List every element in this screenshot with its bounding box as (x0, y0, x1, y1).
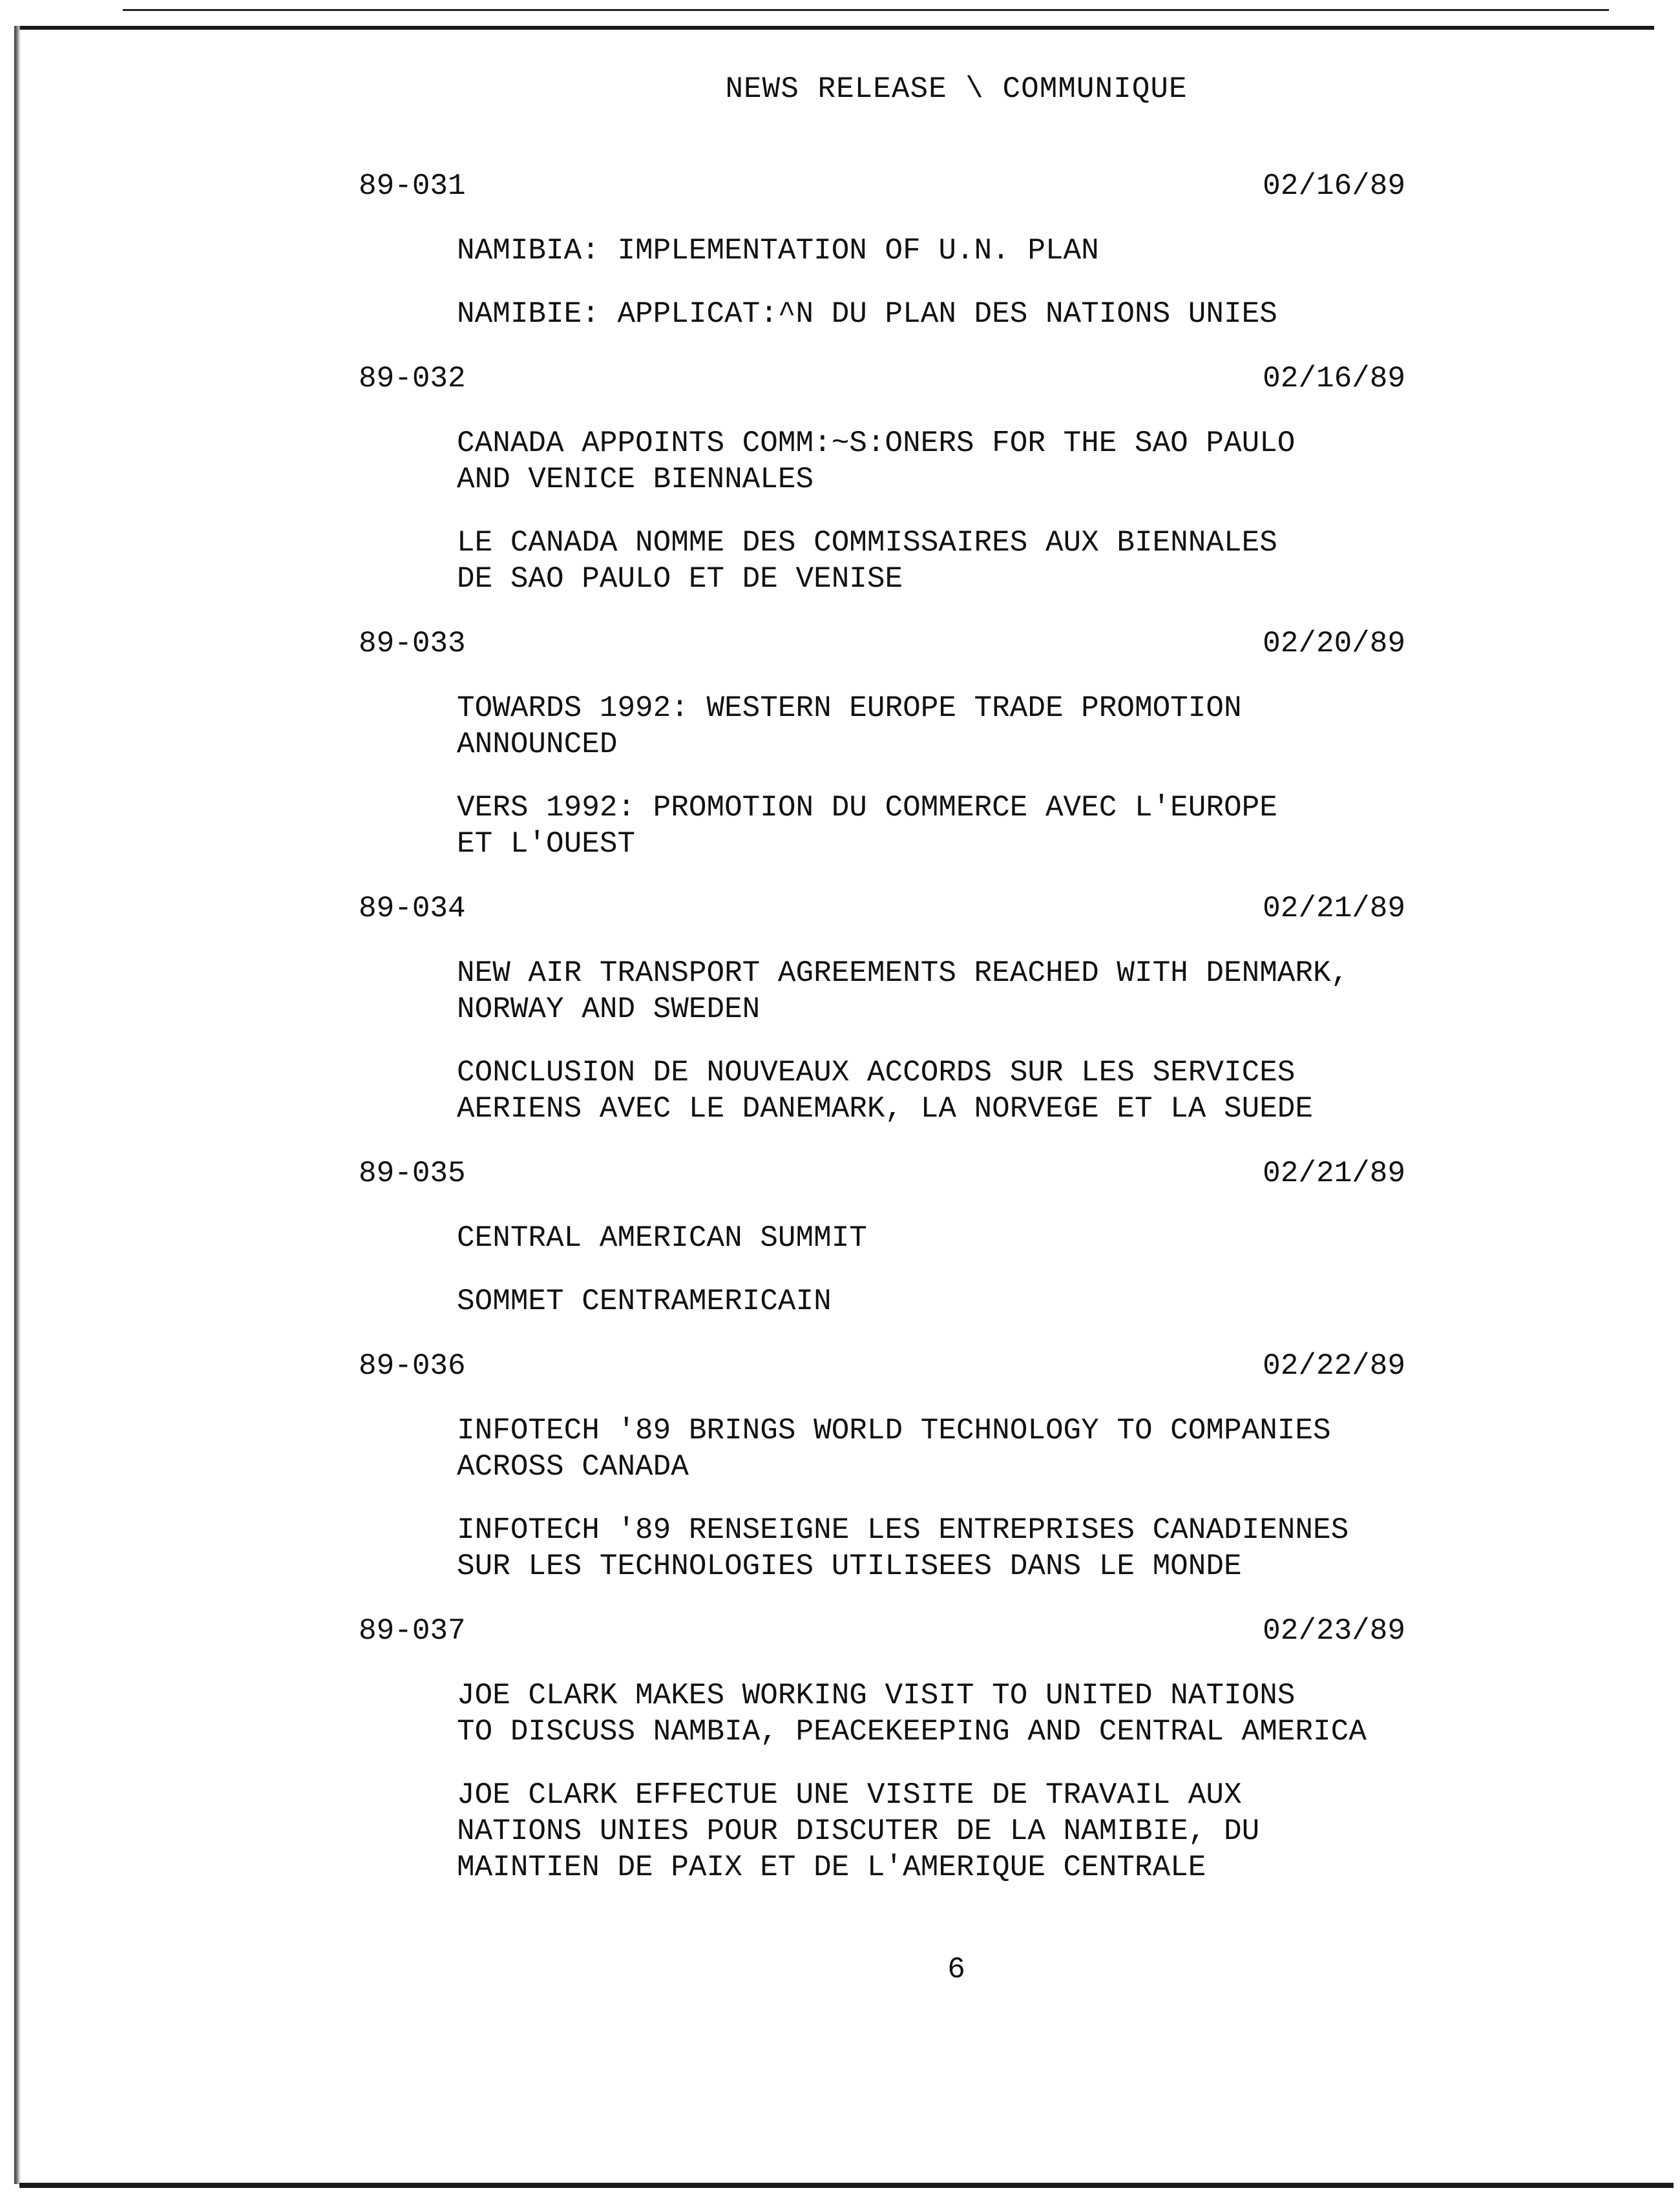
title-english: NEW AIR TRANSPORT AGREEMENTS REACHED WITH DENMARK, NORWAY AND SWEDEN (457, 956, 1349, 1026)
release-entry (359, 1155, 1405, 1319)
entry-header (359, 890, 1405, 927)
release-entry (359, 625, 1405, 862)
release-entry (359, 890, 1405, 1127)
release-number: 89-035 (359, 1157, 466, 1190)
release-date: 02/23/89 (1263, 1614, 1405, 1648)
page-title: NEWS RELEASE \ COMMUNIQUE (725, 72, 1188, 106)
release-entry (359, 1348, 1405, 1584)
scan-border-top (19, 26, 1654, 30)
release-number: 89-036 (359, 1349, 466, 1383)
release-date: 02/16/89 (1263, 169, 1405, 203)
title-french: VERS 1992: PROMOTION DU COMMERCE AVEC L'EUROPE ET L'OUEST (457, 791, 1277, 861)
title-english: TOWARDS 1992: WESTERN EUROPE TRADE PROMOTION ANNOUNCED (457, 691, 1242, 761)
entry-header (359, 1613, 1405, 1649)
release-date: 02/21/89 (1263, 892, 1405, 925)
release-date: 02/20/89 (1263, 627, 1405, 660)
release-date: 02/16/89 (1263, 362, 1405, 395)
scan-border-top-thin (123, 9, 1609, 11)
entry-header (359, 1348, 1405, 1384)
title-english: CANADA APPOINTS COMM:~S:ONERS FOR THE SAO PAULO AND VENICE BIENNALES (457, 426, 1296, 496)
entry-header (359, 168, 1405, 204)
title-french: JOE CLARK EFFECTUE UNE VISITE DE TRAVAIL AUX NATIONS UNIES POUR DISCUTER DE LA NAMIBIE, DU MAINTIEN DE PAIX ET DE L'AMERIQUE CENTRALE (457, 1778, 1260, 1884)
release-number: 89-032 (359, 362, 466, 395)
entry-header (359, 1155, 1405, 1192)
title-french: CONCLUSION DE NOUVEAUX ACCORDS SUR LES SERVICES AERIENS AVEC LE DANEMARK, LA NORVEGE ET LA SUEDE (457, 1056, 1314, 1126)
release-entry (359, 361, 1405, 597)
release-date: 02/22/89 (1263, 1349, 1405, 1383)
entry-header (359, 361, 1405, 397)
release-number: 89-037 (359, 1614, 466, 1648)
release-number: 89-031 (359, 169, 466, 203)
title-english: JOE CLARK MAKES WORKING VISIT TO UNITED NATIONS TO DISCUSS NAMBIA, PEACEKEEPING AND CENTRAL AMERICA (457, 1679, 1367, 1749)
title-english: NAMIBIA: IMPLEMENTATION OF U.N. PLAN (457, 234, 1099, 268)
title-french: NAMIBIE: APPLICAT:^N DU PLAN DES NATIONS UNIES (457, 297, 1277, 331)
title-french: LE CANADA NOMME DES COMMISSAIRES AUX BIENNALES DE SAO PAULO ET DE VENISE (457, 526, 1277, 596)
release-entry (359, 168, 1405, 332)
entry-header (359, 625, 1405, 662)
title-english: INFOTECH '89 BRINGS WORLD TECHNOLOGY TO COMPANIES ACROSS CANADA (457, 1414, 1331, 1484)
release-number: 89-033 (359, 627, 466, 660)
title-english: CENTRAL AMERICAN SUMMIT (457, 1221, 867, 1255)
release-entry (359, 1613, 1405, 1886)
release-date: 02/21/89 (1263, 1157, 1405, 1190)
scan-border-bottom (19, 2183, 1674, 2188)
page-number: 6 (947, 1953, 965, 1986)
title-french: INFOTECH '89 RENSEIGNE LES ENTREPRISES CANADIENNES SUR LES TECHNOLOGIES UTILISEES DANS LE MONDE (457, 1513, 1349, 1583)
title-french: SOMMET CENTRAMERICAIN (457, 1285, 832, 1318)
release-list (359, 168, 1405, 1914)
release-number: 89-034 (359, 892, 466, 925)
scan-border-left (14, 26, 21, 2184)
